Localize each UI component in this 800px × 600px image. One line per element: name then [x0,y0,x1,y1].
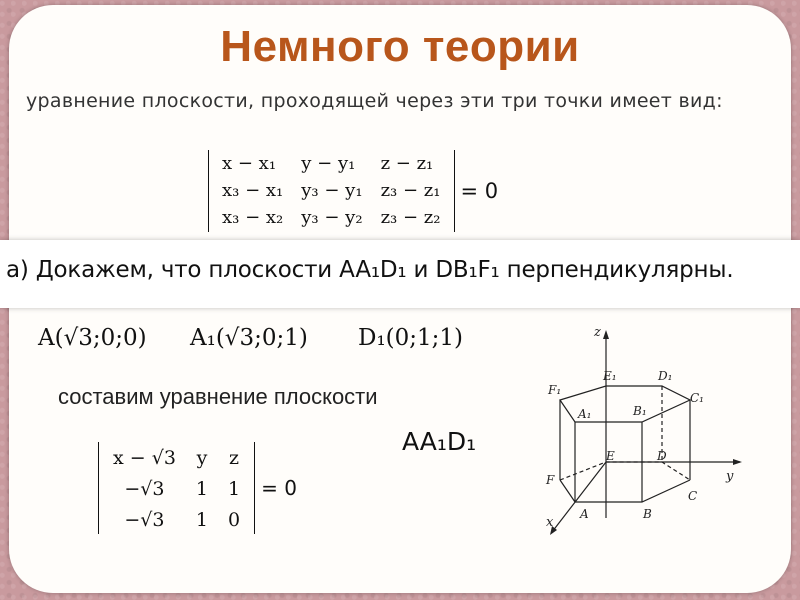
m1-r3c2: y₃ − y₂ [301,207,363,228]
slide-title: Немного теории [220,22,580,71]
m1-r2c2: y₃ − y₁ [301,180,363,201]
point-d1: D₁(0;1;1) [358,325,464,351]
plane-aa1d1-determinant [98,442,297,534]
label-e: E [606,449,615,463]
task-statement: а) Докажем, что плоскости AA₁D₁ и DB₁F₁ перпендикулярны. [6,257,734,283]
label-a: A [580,507,589,521]
m2-r1c3: z [229,446,240,469]
intro-text: уравнение плоскости, проходящей через эти три точки имеет вид: [26,90,723,112]
m2-r3c3: 0 [228,508,241,531]
plane-label: AA₁D₁ [402,427,477,456]
z-axis-label: z [594,325,601,340]
bottom-hexagon-front [560,480,690,502]
z-axis-arrow [603,330,609,339]
label-b: B [643,507,652,521]
m2-r2c3: 1 [228,477,241,500]
point-a: A(√3;0;0) [38,325,147,351]
label-b1: B₁ [633,404,647,418]
label-a1: A₁ [578,407,592,421]
label-f: F [546,473,555,487]
m1-r1c3: z − z₁ [380,153,434,174]
m1-r1c1: x − x₁ [222,153,277,174]
m2-r3c2: 1 [195,508,209,531]
y-axis-arrow [733,459,742,465]
m1-r3c3: z₃ − z₂ [380,207,441,228]
m2-r1c2: y [196,446,208,469]
label-c1: C₁ [690,391,704,405]
compose-text: составим уравнение плоскости [58,384,378,409]
m1-r2c3: z₃ − z₁ [380,180,441,201]
x-axis-label: x [546,515,554,530]
label-e1: E₁ [603,369,617,383]
m2-r1c1: x − √3 [113,446,176,469]
plane-equation-determinant [208,150,498,232]
label-f1: F₁ [548,383,562,397]
label-c: C [688,489,698,503]
y-axis-label: y [726,469,734,484]
m2-r2c1: −√3 [124,477,165,500]
m2-equals-zero: = 0 [261,476,297,500]
label-d: D [657,449,667,463]
m2-r2c2: 1 [195,477,209,500]
m2-r3c1: −√3 [124,508,165,531]
label-d1: D₁ [658,369,673,383]
m1-r1c2: y − y₁ [301,153,356,174]
m1-r2c1: x₃ − x₁ [222,180,284,201]
hexagonal-prism-figure [530,322,745,540]
point-a1: A₁(√3;0;1) [190,325,308,351]
m1-r3c1: x₃ − x₂ [222,207,284,228]
m1-equals-zero: = 0 [460,179,499,203]
bottom-hexagon-back [560,462,690,480]
